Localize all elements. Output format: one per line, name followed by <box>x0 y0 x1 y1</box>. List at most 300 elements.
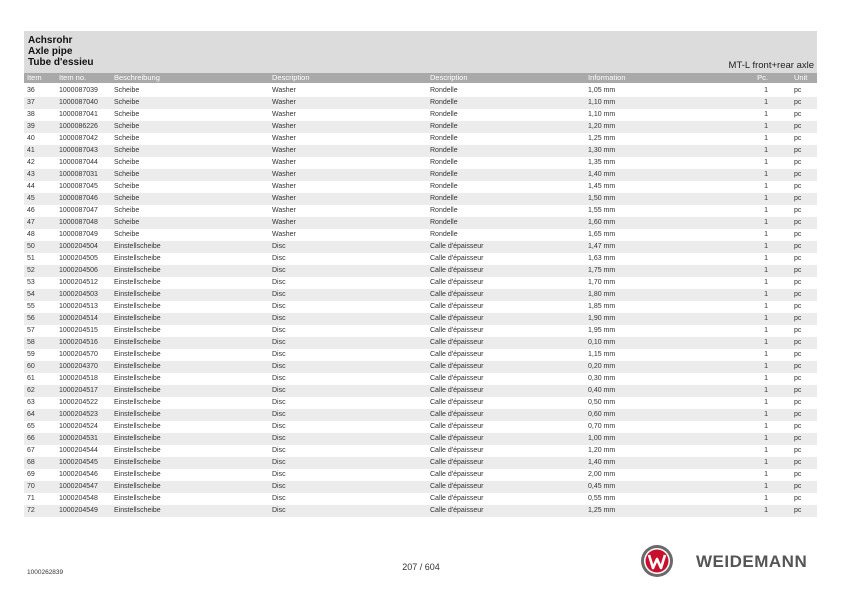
row-description-en: Disc <box>272 243 286 250</box>
row-information: 0,55 mm <box>588 495 616 502</box>
row-beschreibung: Einstellscheibe <box>114 471 161 478</box>
row-pc: 1 <box>764 159 768 166</box>
row-description-fr: Calle d'épaisseur <box>430 459 484 466</box>
row-description-fr: Calle d'épaisseur <box>430 483 484 490</box>
col-item-no: Item no. <box>59 73 87 82</box>
row-item: 53 <box>27 279 35 286</box>
row-description-fr: Calle d'épaisseur <box>430 315 484 322</box>
row-item-no: 1000204516 <box>59 339 98 346</box>
row-information: 1,40 mm <box>588 171 616 178</box>
row-description-fr: Calle d'épaisseur <box>430 327 484 334</box>
row-item: 47 <box>27 219 35 226</box>
row-item: 44 <box>27 183 35 190</box>
table-row <box>24 373 817 385</box>
row-description-fr: Rondelle <box>430 231 458 238</box>
row-beschreibung: Einstellscheibe <box>114 399 161 406</box>
row-unit: pc <box>794 423 802 430</box>
row-item: 40 <box>27 135 35 142</box>
row-description-en: Disc <box>272 279 286 286</box>
row-pc: 1 <box>764 339 768 346</box>
table-row <box>24 445 817 457</box>
table-row <box>24 409 817 421</box>
row-information: 1,40 mm <box>588 459 616 466</box>
row-item: 66 <box>27 435 35 442</box>
row-unit: pc <box>794 435 802 442</box>
table-row <box>24 397 817 409</box>
brand-name: WEIDEMANN <box>696 552 808 571</box>
document-header <box>24 31 817 73</box>
row-item: 54 <box>27 291 35 298</box>
row-item-no: 1000204505 <box>59 255 98 262</box>
row-description-en: Washer <box>272 99 296 106</box>
col-description-fr: Description <box>430 73 468 82</box>
row-item: 55 <box>27 303 35 310</box>
row-item-no: 1000204549 <box>59 507 98 514</box>
row-description-fr: Calle d'épaisseur <box>430 267 484 274</box>
table-row <box>24 337 817 349</box>
row-description-en: Disc <box>272 363 286 370</box>
row-item-no: 1000204545 <box>59 459 98 466</box>
table-row <box>24 469 817 481</box>
row-unit: pc <box>794 447 802 454</box>
row-description-en: Disc <box>272 411 286 418</box>
row-unit: pc <box>794 171 802 178</box>
row-pc: 1 <box>764 411 768 418</box>
row-beschreibung: Scheibe <box>114 171 140 178</box>
title-english: Axle pipe <box>28 46 73 57</box>
row-unit: pc <box>794 351 802 358</box>
row-information: 1,63 mm <box>588 255 616 262</box>
row-unit: pc <box>794 159 802 166</box>
row-beschreibung: Scheibe <box>114 99 140 106</box>
row-description-en: Disc <box>272 471 286 478</box>
row-unit: pc <box>794 375 802 382</box>
row-item: 70 <box>27 483 35 490</box>
row-item-no: 1000204514 <box>59 315 98 322</box>
table-row <box>24 493 817 505</box>
table-row <box>24 277 817 289</box>
row-pc: 1 <box>764 459 768 466</box>
row-pc: 1 <box>764 399 768 406</box>
row-pc: 1 <box>764 447 768 454</box>
row-beschreibung: Einstellscheibe <box>114 459 161 466</box>
row-beschreibung: Scheibe <box>114 135 140 142</box>
row-beschreibung: Einstellscheibe <box>114 447 161 454</box>
brand-logo <box>640 544 817 578</box>
row-description-fr: Rondelle <box>430 135 458 142</box>
table-row <box>24 121 817 133</box>
row-pc: 1 <box>764 111 768 118</box>
row-information: 0,10 mm <box>588 339 616 346</box>
row-description-en: Washer <box>272 183 296 190</box>
row-item: 67 <box>27 447 35 454</box>
row-pc: 1 <box>764 171 768 178</box>
row-pc: 1 <box>764 303 768 310</box>
row-item: 64 <box>27 411 35 418</box>
row-beschreibung: Einstellscheibe <box>114 303 161 310</box>
row-beschreibung: Einstellscheibe <box>114 327 161 334</box>
row-description-fr: Calle d'épaisseur <box>430 243 484 250</box>
row-item: 46 <box>27 207 35 214</box>
row-item: 38 <box>27 111 35 118</box>
row-beschreibung: Einstellscheibe <box>114 315 161 322</box>
row-unit: pc <box>794 279 802 286</box>
parts-table <box>24 85 817 517</box>
row-description-fr: Rondelle <box>430 219 458 226</box>
row-description-en: Disc <box>272 423 286 430</box>
row-information: 1,20 mm <box>588 447 616 454</box>
row-description-en: Washer <box>272 147 296 154</box>
row-item: 36 <box>27 87 35 94</box>
row-item: 61 <box>27 375 35 382</box>
row-beschreibung: Einstellscheibe <box>114 279 161 286</box>
row-item-no: 1000087049 <box>59 231 98 238</box>
table-row <box>24 457 817 469</box>
row-unit: pc <box>794 99 802 106</box>
row-pc: 1 <box>764 483 768 490</box>
row-item-no: 1000204370 <box>59 363 98 370</box>
row-information: 1,25 mm <box>588 135 616 142</box>
row-beschreibung: Scheibe <box>114 183 140 190</box>
row-beschreibung: Scheibe <box>114 219 140 226</box>
row-description-fr: Calle d'épaisseur <box>430 291 484 298</box>
row-beschreibung: Scheibe <box>114 207 140 214</box>
row-description-en: Washer <box>272 111 296 118</box>
title-french: Tube d'essieu <box>28 57 94 68</box>
row-beschreibung: Scheibe <box>114 147 140 154</box>
row-beschreibung: Einstellscheibe <box>114 495 161 502</box>
row-pc: 1 <box>764 207 768 214</box>
row-information: 1,80 mm <box>588 291 616 298</box>
row-description-en: Washer <box>272 195 296 202</box>
table-row <box>24 145 817 157</box>
row-pc: 1 <box>764 423 768 430</box>
row-unit: pc <box>794 315 802 322</box>
model-subtitle: MT-L front+rear axle <box>728 60 814 71</box>
row-description-en: Disc <box>272 339 286 346</box>
row-unit: pc <box>794 303 802 310</box>
row-information: 1,90 mm <box>588 315 616 322</box>
row-item-no: 1000087042 <box>59 135 98 142</box>
row-beschreibung: Einstellscheibe <box>114 483 161 490</box>
row-item-no: 1000087043 <box>59 147 98 154</box>
row-description-en: Disc <box>272 303 286 310</box>
col-item: Item <box>27 73 42 82</box>
row-beschreibung: Scheibe <box>114 87 140 94</box>
row-item-no: 1000204503 <box>59 291 98 298</box>
row-item-no: 1000204546 <box>59 471 98 478</box>
row-item-no: 1000087040 <box>59 99 98 106</box>
row-pc: 1 <box>764 387 768 394</box>
row-unit: pc <box>794 183 802 190</box>
document-number: 1000262839 <box>27 569 64 576</box>
row-beschreibung: Einstellscheibe <box>114 363 161 370</box>
row-description-en: Disc <box>272 255 286 262</box>
row-pc: 1 <box>764 435 768 442</box>
row-description-en: Disc <box>272 387 286 394</box>
row-item: 50 <box>27 243 35 250</box>
row-description-en: Disc <box>272 375 286 382</box>
table-row <box>24 253 817 265</box>
row-description-fr: Calle d'épaisseur <box>430 363 484 370</box>
row-beschreibung: Einstellscheibe <box>114 435 161 442</box>
table-row <box>24 265 817 277</box>
row-information: 1,25 mm <box>588 507 616 514</box>
row-description-en: Disc <box>272 459 286 466</box>
table-row <box>24 109 817 121</box>
table-row <box>24 157 817 169</box>
row-description-fr: Calle d'épaisseur <box>430 339 484 346</box>
row-pc: 1 <box>764 507 768 514</box>
row-pc: 1 <box>764 351 768 358</box>
row-beschreibung: Scheibe <box>114 159 140 166</box>
row-description-fr: Calle d'épaisseur <box>430 303 484 310</box>
row-information: 0,20 mm <box>588 363 616 370</box>
table-row <box>24 349 817 361</box>
table-row <box>24 205 817 217</box>
row-information: 2,00 mm <box>588 471 616 478</box>
row-item-no: 1000204518 <box>59 375 98 382</box>
table-row <box>24 193 817 205</box>
row-information: 1,55 mm <box>588 207 616 214</box>
row-description-fr: Calle d'épaisseur <box>430 507 484 514</box>
row-information: 1,35 mm <box>588 159 616 166</box>
row-description-fr: Rondelle <box>430 87 458 94</box>
col-information: Information <box>588 73 626 82</box>
row-beschreibung: Einstellscheibe <box>114 255 161 262</box>
row-pc: 1 <box>764 495 768 502</box>
row-beschreibung: Einstellscheibe <box>114 291 161 298</box>
row-unit: pc <box>794 267 802 274</box>
row-description-en: Washer <box>272 159 296 166</box>
row-information: 1,50 mm <box>588 195 616 202</box>
row-item-no: 1000204504 <box>59 243 98 250</box>
row-description-en: Washer <box>272 219 296 226</box>
row-description-en: Disc <box>272 351 286 358</box>
row-unit: pc <box>794 471 802 478</box>
row-description-fr: Calle d'épaisseur <box>430 471 484 478</box>
row-unit: pc <box>794 231 802 238</box>
row-unit: pc <box>794 123 802 130</box>
row-description-en: Disc <box>272 507 286 514</box>
row-pc: 1 <box>764 183 768 190</box>
row-description-fr: Rondelle <box>430 99 458 106</box>
row-information: 1,60 mm <box>588 219 616 226</box>
row-beschreibung: Einstellscheibe <box>114 507 161 514</box>
table-row <box>24 433 817 445</box>
row-pc: 1 <box>764 471 768 478</box>
table-row <box>24 325 817 337</box>
row-item: 45 <box>27 195 35 202</box>
row-item-no: 1000204524 <box>59 423 98 430</box>
row-beschreibung: Einstellscheibe <box>114 423 161 430</box>
row-item: 39 <box>27 123 35 130</box>
row-item: 43 <box>27 171 35 178</box>
row-information: 1,95 mm <box>588 327 616 334</box>
table-header <box>24 73 817 83</box>
row-description-fr: Calle d'épaisseur <box>430 447 484 454</box>
row-information: 1,15 mm <box>588 351 616 358</box>
row-unit: pc <box>794 363 802 370</box>
col-pc: Pc. <box>757 73 768 82</box>
row-unit: pc <box>794 87 802 94</box>
row-description-en: Disc <box>272 315 286 322</box>
row-item: 58 <box>27 339 35 346</box>
row-item: 69 <box>27 471 35 478</box>
row-description-fr: Rondelle <box>430 123 458 130</box>
row-beschreibung: Scheibe <box>114 231 140 238</box>
row-information: 1,70 mm <box>588 279 616 286</box>
row-description-fr: Calle d'épaisseur <box>430 435 484 442</box>
row-pc: 1 <box>764 99 768 106</box>
row-description-en: Disc <box>272 327 286 334</box>
row-unit: pc <box>794 495 802 502</box>
row-item-no: 1000204522 <box>59 399 98 406</box>
row-item-no: 1000087039 <box>59 87 98 94</box>
row-item: 63 <box>27 399 35 406</box>
page-number: 207 / 604 <box>402 562 440 572</box>
row-item-no: 1000204506 <box>59 267 98 274</box>
row-unit: pc <box>794 219 802 226</box>
row-item: 59 <box>27 351 35 358</box>
row-description-en: Disc <box>272 447 286 454</box>
row-information: 1,10 mm <box>588 99 616 106</box>
row-information: 1,05 mm <box>588 87 616 94</box>
row-pc: 1 <box>764 375 768 382</box>
row-beschreibung: Scheibe <box>114 195 140 202</box>
row-item: 48 <box>27 231 35 238</box>
weidemann-w-logo-icon <box>640 544 674 578</box>
row-item-no: 1000087046 <box>59 195 98 202</box>
row-description-en: Disc <box>272 291 286 298</box>
row-description-fr: Rondelle <box>430 183 458 190</box>
row-item: 37 <box>27 99 35 106</box>
table-row <box>24 289 817 301</box>
table-row <box>24 505 817 517</box>
row-description-fr: Rondelle <box>430 111 458 118</box>
row-unit: pc <box>794 111 802 118</box>
row-pc: 1 <box>764 327 768 334</box>
row-beschreibung: Scheibe <box>114 123 140 130</box>
row-pc: 1 <box>764 147 768 154</box>
row-pc: 1 <box>764 267 768 274</box>
table-row <box>24 241 817 253</box>
row-beschreibung: Einstellscheibe <box>114 387 161 394</box>
row-pc: 1 <box>764 219 768 226</box>
table-row <box>24 97 817 109</box>
table-row <box>24 301 817 313</box>
row-item-no: 1000204547 <box>59 483 98 490</box>
row-item-no: 1000204544 <box>59 447 98 454</box>
row-description-fr: Calle d'épaisseur <box>430 351 484 358</box>
row-item-no: 1000204513 <box>59 303 98 310</box>
table-row <box>24 85 817 97</box>
row-description-en: Disc <box>272 399 286 406</box>
row-description-en: Washer <box>272 135 296 142</box>
row-unit: pc <box>794 255 802 262</box>
row-description-fr: Rondelle <box>430 195 458 202</box>
row-item: 65 <box>27 423 35 430</box>
row-item: 72 <box>27 507 35 514</box>
row-pc: 1 <box>764 195 768 202</box>
row-item-no: 1000087047 <box>59 207 98 214</box>
row-item-no: 1000086226 <box>59 123 98 130</box>
row-description-fr: Calle d'épaisseur <box>430 255 484 262</box>
row-description-en: Washer <box>272 87 296 94</box>
row-description-fr: Rondelle <box>430 159 458 166</box>
table-row <box>24 361 817 373</box>
row-item: 57 <box>27 327 35 334</box>
row-description-en: Washer <box>272 171 296 178</box>
row-item-no: 1000204523 <box>59 411 98 418</box>
row-unit: pc <box>794 195 802 202</box>
row-pc: 1 <box>764 243 768 250</box>
col-unit: Unit <box>794 73 808 82</box>
row-beschreibung: Einstellscheibe <box>114 375 161 382</box>
row-item: 41 <box>27 147 35 154</box>
table-row <box>24 229 817 241</box>
row-information: 1,65 mm <box>588 231 616 238</box>
row-pc: 1 <box>764 315 768 322</box>
row-description-fr: Calle d'épaisseur <box>430 387 484 394</box>
row-information: 0,60 mm <box>588 411 616 418</box>
row-pc: 1 <box>764 135 768 142</box>
row-description-fr: Rondelle <box>430 171 458 178</box>
row-information: 1,20 mm <box>588 123 616 130</box>
row-information: 0,45 mm <box>588 483 616 490</box>
col-beschreibung: Beschreibung <box>114 73 160 82</box>
table-row <box>24 217 817 229</box>
row-description-fr: Calle d'épaisseur <box>430 495 484 502</box>
row-item-no: 1000087031 <box>59 171 98 178</box>
row-item-no: 1000087044 <box>59 159 98 166</box>
row-description-fr: Calle d'épaisseur <box>430 399 484 406</box>
row-unit: pc <box>794 411 802 418</box>
row-description-fr: Rondelle <box>430 147 458 154</box>
row-pc: 1 <box>764 363 768 370</box>
row-unit: pc <box>794 243 802 250</box>
row-item: 56 <box>27 315 35 322</box>
row-item-no: 1000087041 <box>59 111 98 118</box>
row-unit: pc <box>794 147 802 154</box>
row-item: 52 <box>27 267 35 274</box>
row-item-no: 1000087048 <box>59 219 98 226</box>
row-item-no: 1000204517 <box>59 387 98 394</box>
row-beschreibung: Einstellscheibe <box>114 339 161 346</box>
row-description-en: Washer <box>272 207 296 214</box>
row-description-en: Disc <box>272 267 286 274</box>
row-item-no: 1000204531 <box>59 435 98 442</box>
row-item: 62 <box>27 387 35 394</box>
row-information: 1,47 mm <box>588 243 616 250</box>
row-information: 0,40 mm <box>588 387 616 394</box>
table-row <box>24 481 817 493</box>
row-unit: pc <box>794 327 802 334</box>
row-item: 60 <box>27 363 35 370</box>
row-information: 1,00 mm <box>588 435 616 442</box>
table-row <box>24 313 817 325</box>
row-beschreibung: Einstellscheibe <box>114 351 161 358</box>
row-description-en: Disc <box>272 495 286 502</box>
row-information: 1,10 mm <box>588 111 616 118</box>
row-unit: pc <box>794 459 802 466</box>
row-item-no: 1000204515 <box>59 327 98 334</box>
row-description-fr: Calle d'épaisseur <box>430 279 484 286</box>
row-pc: 1 <box>764 291 768 298</box>
row-item: 68 <box>27 459 35 466</box>
row-unit: pc <box>794 387 802 394</box>
row-item: 42 <box>27 159 35 166</box>
